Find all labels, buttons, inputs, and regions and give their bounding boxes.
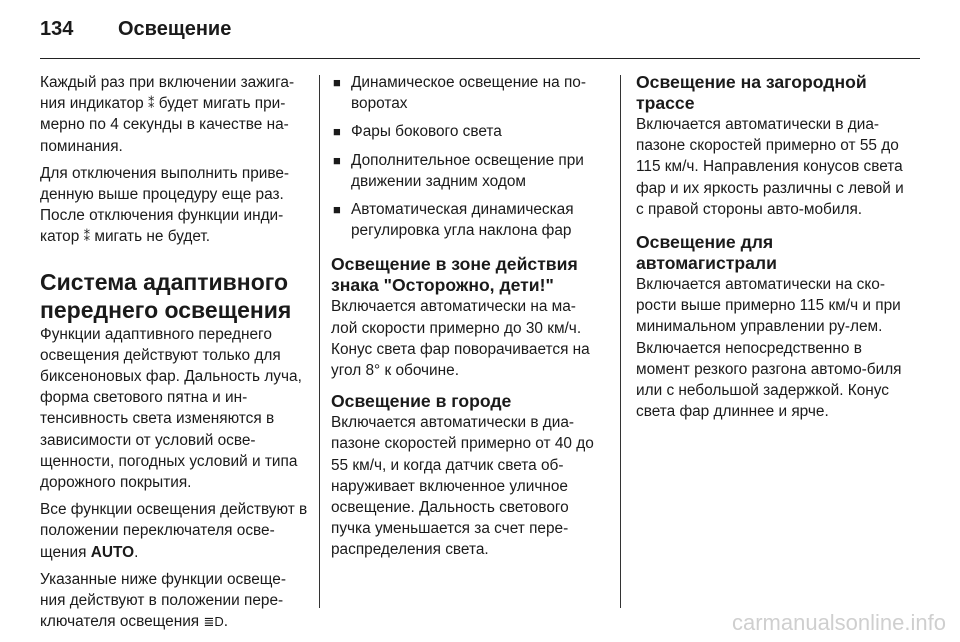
bullet-icon: ■ <box>333 202 341 218</box>
column-divider-1 <box>319 75 320 608</box>
list-item: ■ Дополнительное освещение при движении задним ходом <box>333 151 584 190</box>
section-heading-afl: Система адаптивного переднего освещения <box>40 268 292 323</box>
paragraph-motorway: Включается автоматически на ско-рости выше примерно 115 км/ч и при минимальном управлении ру-лем. Включается непосредственно в момент резкого разгона автомо-биля или с небольшой задержкой. Конус света фар длиннее и ярче. <box>636 276 902 421</box>
headlamp-range-icon: ⁑ <box>147 96 155 112</box>
column-1 <box>40 72 310 638</box>
paragraph-lowbeam: Указанные ниже функции освеще-ния действуют в положении пере-ключателя освещения ≣D. <box>40 570 286 631</box>
bullet-icon: ■ <box>333 152 341 168</box>
bullet-icon: ■ <box>333 75 341 90</box>
page-number: 134 <box>40 18 74 40</box>
column-divider-2 <box>620 75 621 608</box>
column-3 <box>636 72 908 428</box>
list-item: ■ Фары бокового света <box>331 121 601 142</box>
header-rule <box>40 58 920 59</box>
heading-caution-children: Освещение в зоне действия знака "Осторожно, дети!" <box>331 254 578 296</box>
paragraph-caution-children: Включается автоматически на ма-лой скорости примерно до 30 км/ч. Конус света фар поворачивается на угол 8° к обочине. <box>331 298 590 380</box>
heading-city: Освещение в городе <box>331 391 512 412</box>
column-2 <box>331 72 601 567</box>
chapter-title: Освещение <box>118 18 232 40</box>
paragraph-reminder: Каждый раз при включении зажига-ния индикатор ⁑ будет мигать при-мерно по 4 секунды в качестве на-поминания. <box>40 74 295 155</box>
bullet-icon: ■ <box>333 124 341 140</box>
list-item: ■ Автоматическая динамическая регулировка угла наклона фар <box>333 201 574 240</box>
paragraph-city: Включается автоматически в диа-пазоне скоростей примерно от 40 до 55 км/ч, и когда датчик света об-наруживает включенное уличное освещение. Дальность светового пучка уменьшается за счет пере-распределения света. <box>331 414 594 559</box>
paragraph-afl-intro: Функции адаптивного переднего освещения действуют только для биксеноновых фар. Дальность луча, форма светового пятна и ин-тенсивность света изменяются в зависимости от условий осве-щенности, погодных условий и типа дорожного покрытия. <box>40 325 302 492</box>
function-list <box>331 72 601 241</box>
heading-motorway: Освещение для автомагистрали <box>636 232 777 274</box>
list-item: ■ Динамическое освещение на по-воротах <box>333 74 586 113</box>
page-header <box>40 18 920 58</box>
paragraph-disable: Для отключения выполнить приве-денную выше процедуру еще раз. После отключения функции инди-катор ⁑ мигать не будет. <box>40 164 290 246</box>
watermark: carmanualsonline.info <box>731 610 946 635</box>
paragraph-country-road: Включается автоматически в диа-пазоне скоростей примерно от 55 до 115 км/ч. Направления конусов света фар и их яркость различны с левой и с правой стороны авто-мобиля. <box>636 116 904 218</box>
headlamp-range-icon: ⁑ <box>83 229 91 245</box>
paragraph-auto: Все функции освещения действуют в положении переключателя осве-щения AUTO. <box>40 501 308 561</box>
auto-label: AUTO <box>90 543 135 561</box>
low-beam-icon: ≣D <box>203 614 224 630</box>
heading-country-road: Освещение на загородной трассе <box>636 72 867 113</box>
